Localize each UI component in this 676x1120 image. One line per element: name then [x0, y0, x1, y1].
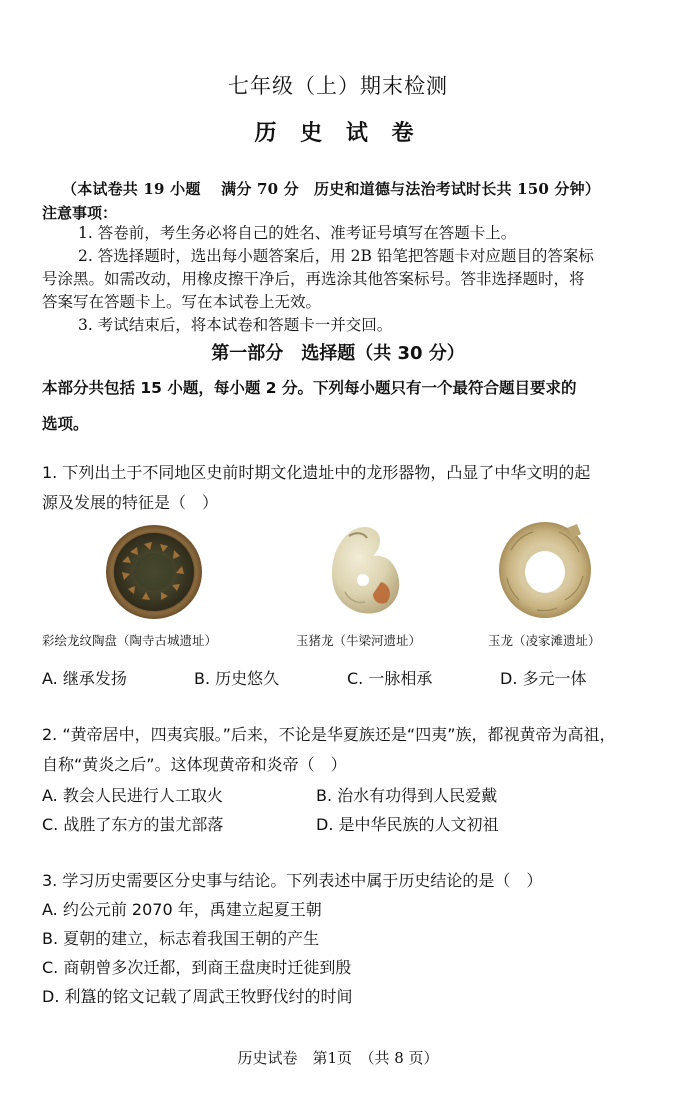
question-1-option-c: C. 一脉相承: [347, 669, 433, 688]
question-1-option-d: D. 多元一体: [500, 669, 587, 688]
question-2-option-b: B. 治水有功得到人民爱戴: [316, 786, 498, 805]
notice-item-1: 1. 答卷前，考生务必将自己的姓名、准考证号填写在答题卡上。: [78, 224, 517, 242]
painted-dragon-pottery-plate-image: [104, 522, 204, 622]
question-2-option-c: C. 战胜了东方的蚩尤部落: [42, 815, 224, 834]
question-1-option-a: A. 继承发扬: [42, 669, 127, 688]
notice-item-2-line-3: 答案写在答题卡上。写在本试卷上无效。: [42, 293, 322, 311]
question-2-stem-line-2: 自称“黄炎之后”。这体现黄帝和炎帝（ ）: [42, 755, 347, 774]
image-caption-painted-pottery-plate: 彩绘龙纹陶盘（陶寺古城遗址）: [42, 633, 218, 648]
question-1-stem-line-1: 1. 下列出土于不同地区史前时期文化遗址中的龙形器物，凸显了中华文明的起: [42, 463, 591, 482]
section-title: 第一部分 选择题（共 30 分）: [211, 343, 465, 364]
notice-item-2-line-1: 2. 答选择题时，选出每小题答案后，用 2B 铅笔把答题卡对应题目的答案标: [78, 247, 594, 265]
notice-title: 注意事项：: [42, 204, 118, 222]
notice-item-2-line-2: 号涂黑。如需改动，用橡皮擦干净后，再选涂其他答案标号。答非选择题时，将: [42, 270, 585, 288]
question-3-stem: 3. 学习历史需要区分史事与结论。下列表述中属于历史结论的是（ ）: [42, 871, 543, 890]
paper-subject-title: 历 史 试 卷: [254, 120, 422, 146]
section-description-line-1: 本部分共包括 15 小题，每小题 2 分。下列每小题只有一个最符合题目要求的: [42, 379, 577, 397]
question-3-option-d: D. 利簋的铭文记载了周武王牧野伐纣的时间: [42, 987, 353, 1006]
question-3-option-a: A. 约公元前 2070 年，禹建立起夏王朝: [42, 900, 322, 919]
question-2-stem-line-1: 2. “黄帝居中，四夷宾服。”后来，不论是华夏族还是“四夷”族，都视黄帝为高祖，: [42, 725, 616, 744]
section-description-line-2: 选项。: [42, 415, 89, 433]
jade-dragon-ring-image: [497, 520, 593, 620]
jade-pig-dragon-image: [323, 522, 405, 620]
question-3-option-b: B. 夏朝的建立，标志着我国王朝的产生: [42, 929, 320, 948]
question-2-option-d: D. 是中华民族的人文初祖: [316, 815, 499, 834]
image-caption-jade-dragon: 玉龙（凌家滩遗址）: [488, 633, 601, 648]
page-title: 七年级（上）期末检测: [228, 74, 448, 98]
question-2-option-a: A. 教会人民进行人工取火: [42, 786, 223, 805]
question-1-stem-line-2: 源及发展的特征是（ ）: [42, 493, 219, 512]
question-1-option-b: B. 历史悠久: [194, 669, 280, 688]
notice-item-3: 3. 考试结束后，将本试卷和答题卡一并交回。: [78, 316, 393, 334]
question-3-option-c: C. 商朝曾多次迁都，到商王盘庚时迁徙到殷: [42, 958, 352, 977]
page-footer: 历史试卷 第1页 （共 8 页）: [237, 1049, 439, 1067]
exam-info: （本试卷共 19 小题 满分 70 分 历史和道德与法治考试时长共 150 分钟）: [62, 180, 601, 198]
image-caption-jade-pig-dragon: 玉猪龙（牛梁河遗址）: [296, 633, 422, 648]
